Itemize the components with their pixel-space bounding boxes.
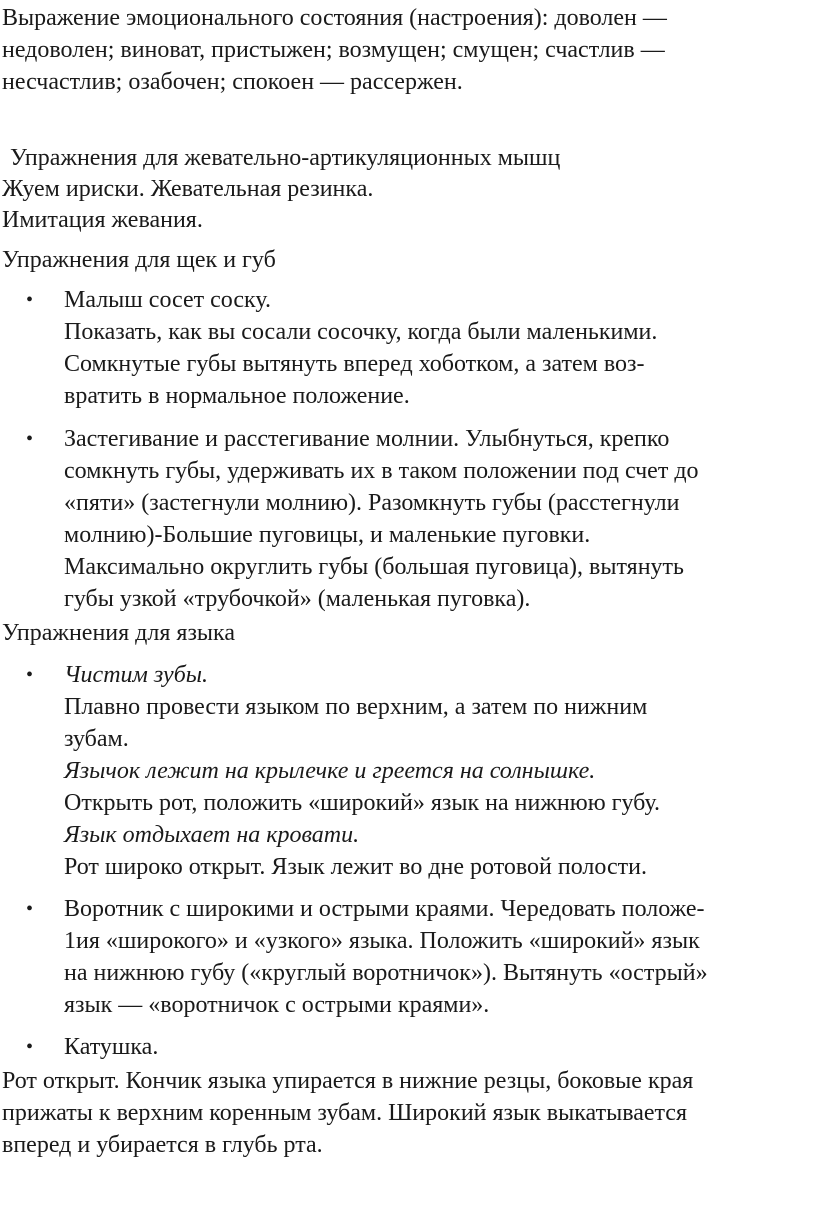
list-item — [0, 659, 816, 883]
bullet-icon: • — [26, 664, 34, 686]
chewing-line: Имитация жевания. — [2, 207, 203, 233]
chewing-line: Жуем ириски. Жевательная резинка. — [2, 176, 374, 202]
exercise-title: Язычок лежит на крылечке и греется на солнышке. — [64, 758, 596, 784]
list-item-line: Плавно провести языком по верхним, а затем по нижним — [64, 694, 648, 720]
intro-line: недоволен; виноват, пристыжен; возмущен; смущен; счастлив — — [2, 37, 665, 63]
tongue-heading: Упражнения для языка — [2, 620, 236, 646]
final-line: прижаты к верхним коренным зубам. Широкий язык выкатывается — [2, 1100, 687, 1126]
list-item-line: «пяти» (застегнули молнию). Разомкнуть губы (расстегнули — [64, 490, 680, 516]
list-item-line: сомкнуть губы, удерживать их в таком положении под счет до — [64, 458, 699, 484]
list-item-line: язык — «воротничок с острыми краями». — [64, 992, 490, 1018]
exercise-title: Чистим зубы. — [64, 662, 209, 688]
list-item-line: Воротник с широкими и острыми краями. Чередовать положе- — [64, 896, 705, 922]
list-item-line: Сомкнутые губы вытянуть вперед хоботком, а затем воз- — [64, 351, 645, 377]
tongue-exercise-list — [0, 659, 816, 1063]
cheeks-exercise-list — [0, 284, 816, 615]
intro-line: несчастлив; озабочен; спокоен — рассержен. — [2, 69, 463, 95]
list-item-line: Застегивание и расстегивание молнии. Улыбнуться, крепко — [64, 426, 670, 452]
list-item-line: молнию)-Большие пуговицы, и маленькие пуговки. — [64, 522, 591, 548]
list-item-line: на нижнюю губу («круглый воротничок»). Вытянуть «острый» — [64, 960, 708, 986]
bullet-icon: • — [26, 1036, 34, 1058]
list-item-line: Малыш сосет соску. — [64, 287, 271, 313]
list-item-line: 1ия «широкого» и «узкого» языка. Положить «широкий» язык — [64, 928, 700, 954]
list-item-line: Рот широко открыт. Язык лежит во дне ротовой полости. — [64, 854, 647, 880]
list-item-line: зубам. — [64, 726, 129, 752]
bullet-icon: • — [26, 898, 34, 920]
list-item-line: Максимально округлить губы (большая пуговица), вытянуть — [64, 554, 684, 580]
chewing-heading: Упражнения для жевательно-артикуляционных мышц — [10, 145, 561, 171]
final-line: вперед и убирается в глубь рта. — [2, 1132, 323, 1158]
list-item — [0, 893, 816, 1021]
intro-line: Выражение эмоционального состояния (настроения): доволен — — [2, 5, 667, 31]
list-item-line: Катушка. — [64, 1034, 159, 1060]
list-item — [0, 284, 816, 412]
list-item — [0, 423, 816, 615]
exercise-title: Язык отдыхает на кровати. — [64, 822, 360, 848]
list-item — [0, 1031, 816, 1063]
bullet-icon: • — [26, 289, 34, 311]
cheeks-heading: Упражнения для щек и губ — [2, 247, 276, 273]
list-item-line: губы узкой «трубочкой» (маленькая пуговка). — [64, 586, 531, 612]
list-item-line: Показать, как вы сосали сосочку, когда были маленькими. — [64, 319, 658, 345]
list-item-line: Открыть рот, положить «широкий» язык на нижнюю губу. — [64, 790, 661, 816]
final-paragraph — [0, 1065, 693, 1161]
final-line: Рот открыт. Кончик языка упирается в нижние резцы, боковые края — [2, 1068, 694, 1094]
bullet-icon: • — [26, 428, 34, 450]
intro-paragraph — [0, 2, 667, 98]
list-item-line: вратить в нормальное положение. — [64, 383, 410, 409]
